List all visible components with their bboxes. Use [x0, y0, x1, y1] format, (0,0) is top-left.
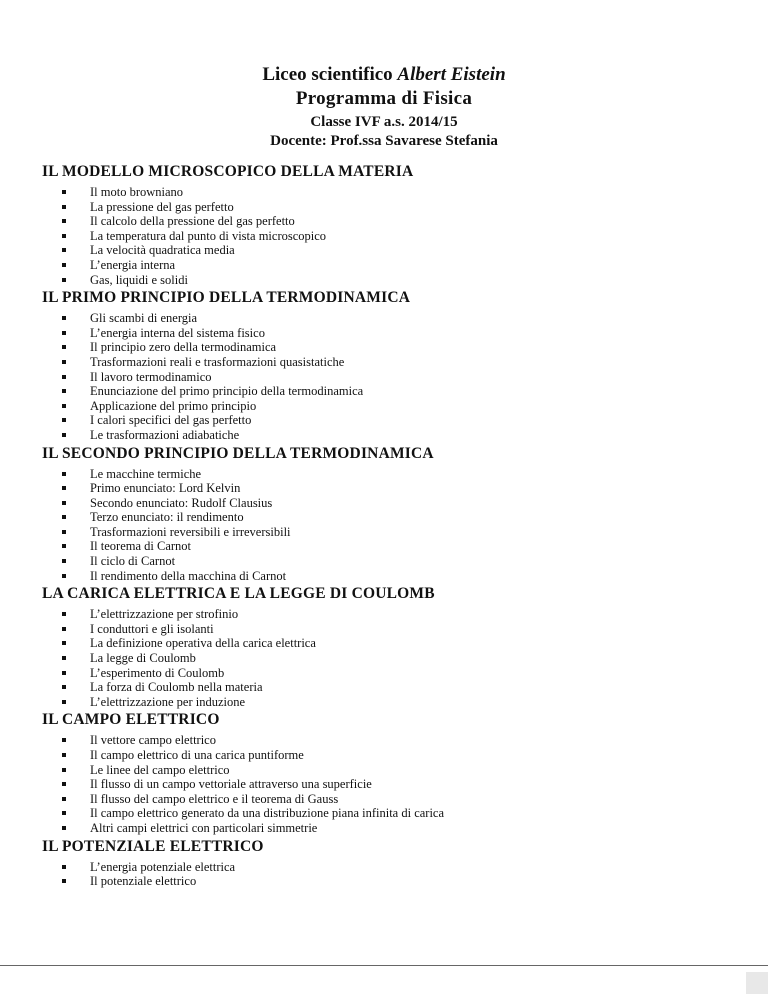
topic-list: [42, 467, 742, 584]
section-electric-field: [42, 710, 742, 835]
school-title: [0, 64, 768, 86]
teacher-name: Docente: Prof.ssa Savarese Stefania: [270, 133, 498, 149]
section-title: IL CAMPO ELETTRICO: [42, 711, 220, 729]
topic-list: [42, 607, 742, 709]
topic-item: L’elettrizzazione per induzione: [42, 695, 742, 710]
topic-item: Trasformazioni reversibili e irreversibili: [42, 525, 742, 540]
school-prefix: Liceo scientifico: [262, 64, 393, 85]
scan-corner-mark: [746, 972, 768, 994]
topic-item: Il vettore campo elettrico: [42, 733, 742, 748]
topic-item: Altri campi elettrici con particolari simmetrie: [42, 821, 742, 836]
section-title: IL PRIMO PRINCIPIO DELLA TERMODINAMICA: [42, 289, 411, 307]
topic-item: Il teorema di Carnot: [42, 539, 742, 554]
topic-item: I conduttori e gli isolanti: [42, 622, 742, 637]
topic-item: La forza di Coulomb nella materia: [42, 680, 742, 695]
program-title: Programma di Fisica: [295, 88, 473, 109]
page-bottom-rule: [0, 965, 768, 966]
topic-item: La temperatura dal punto di vista microscopico: [42, 229, 742, 244]
topic-item: Il rendimento della macchina di Carnot: [42, 569, 742, 584]
topic-list: [42, 185, 742, 287]
topic-item: Gas, liquidi e solidi: [42, 273, 742, 288]
topic-item: Il calcolo della pressione del gas perfetto: [42, 214, 742, 229]
topic-item: Il moto browniano: [42, 185, 742, 200]
program-content: [42, 162, 742, 890]
topic-item: Il lavoro termodinamico: [42, 370, 742, 385]
topic-item: Secondo enunciato: Rudolf Clausius: [42, 496, 742, 511]
topic-item: La velocità quadratica media: [42, 243, 742, 258]
topic-item: Le linee del campo elettrico: [42, 763, 742, 778]
topic-item: Terzo enunciato: il rendimento: [42, 510, 742, 525]
topic-item: L’elettrizzazione per strofinio: [42, 607, 742, 622]
topic-item: L’energia interna: [42, 258, 742, 273]
section-first-principle: [42, 288, 742, 442]
topic-item: Il principio zero della termodinamica: [42, 340, 742, 355]
topic-list: [42, 733, 742, 835]
topic-item: Il potenziale elettrico: [42, 874, 742, 889]
section-coulomb: [42, 584, 742, 709]
topic-item: I calori specifici del gas perfetto: [42, 413, 742, 428]
topic-list: [42, 860, 742, 889]
topic-item: Il campo elettrico di una carica puntiforme: [42, 748, 742, 763]
section-title: LA CARICA ELETTRICA E LA LEGGE DI COULOMB: [42, 585, 435, 603]
topic-item: L’esperimento di Coulomb: [42, 666, 742, 681]
topic-item: La pressione del gas perfetto: [42, 200, 742, 215]
topic-item: Il ciclo di Carnot: [42, 554, 742, 569]
topic-item: Il flusso di un campo vettoriale attraverso una superficie: [42, 777, 742, 792]
school-name: Albert Eistein: [397, 64, 506, 85]
topic-item: Le trasformazioni adiabatiche: [42, 428, 742, 443]
topic-item: Le macchine termiche: [42, 467, 742, 482]
section-electric-potential: [42, 837, 742, 889]
section-microscopic-model: [42, 162, 742, 287]
section-title: IL MODELLO MICROSCOPICO DELLA MATERIA: [42, 163, 414, 180]
topic-item: Il flusso del campo elettrico e il teorema di Gauss: [42, 792, 742, 807]
topic-item: L’energia interna del sistema fisico: [42, 326, 742, 341]
topic-item: L’energia potenziale elettrica: [42, 860, 742, 875]
section-second-principle: [42, 444, 742, 584]
topic-item: Primo enunciato: Lord Kelvin: [42, 481, 742, 496]
topic-item: Il campo elettrico generato da una distribuzione piana infinita di carica: [42, 806, 742, 821]
topic-item: Trasformazioni reali e trasformazioni quasistatiche: [42, 355, 742, 370]
topic-item: La definizione operativa della carica elettrica: [42, 636, 742, 651]
class-info: Classe IVF a.s. 2014/15: [310, 114, 458, 130]
topic-list: [42, 311, 742, 442]
topic-item: Applicazione del primo principio: [42, 399, 742, 414]
section-title: IL SECONDO PRINCIPIO DELLA TERMODINAMICA: [42, 444, 434, 462]
topic-item: La legge di Coulomb: [42, 651, 742, 666]
topic-item: Enunciazione del primo principio della termodinamica: [42, 384, 742, 399]
topic-item: Gli scambi di energia: [42, 311, 742, 326]
section-title: IL POTENZIALE ELETTRICO: [42, 837, 264, 855]
